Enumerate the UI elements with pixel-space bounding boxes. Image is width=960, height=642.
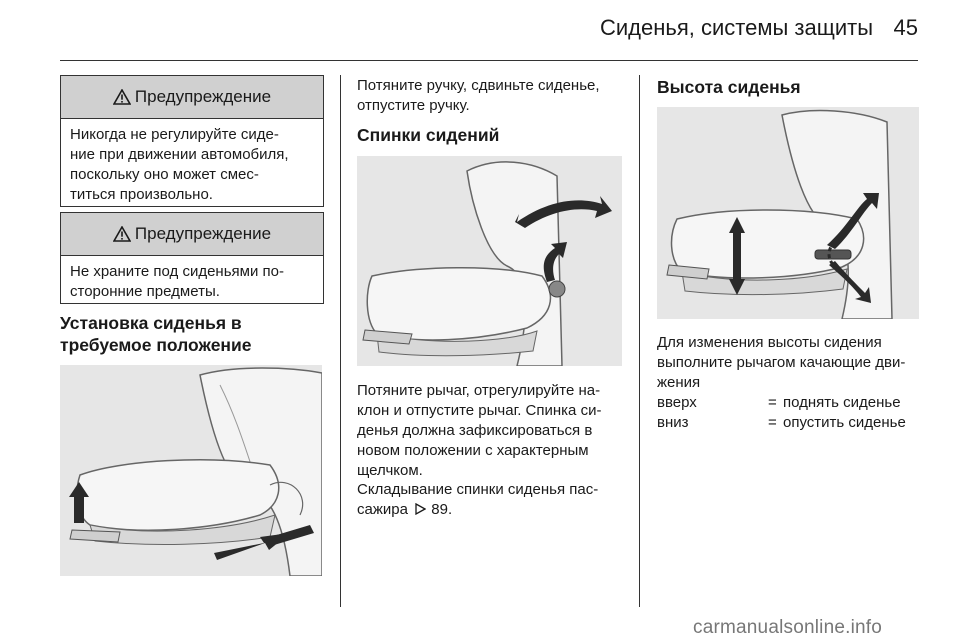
text-line: ние при движении автомобиля, bbox=[70, 146, 289, 163]
text-line: сторонние предметы. bbox=[70, 283, 220, 300]
table-term: вверх bbox=[657, 394, 697, 411]
page-header bbox=[60, 0, 918, 60]
table-description: опустить сиденье bbox=[783, 414, 906, 431]
text-line: денья должна зафиксироваться в bbox=[357, 422, 593, 439]
height-actions-table bbox=[657, 393, 919, 433]
section-heading-adjust bbox=[60, 312, 251, 356]
text-line: выполните рычагом качающие дви- bbox=[657, 354, 906, 371]
section-heading-backrest: Спинки сидений bbox=[357, 125, 500, 145]
page-reference-link[interactable]: 89. bbox=[431, 501, 453, 518]
warning-box-1 bbox=[60, 75, 324, 207]
warning-triangle-icon bbox=[113, 89, 131, 105]
text-line: Потяните ручку, сдвиньте сиденье, bbox=[357, 77, 600, 94]
header-divider bbox=[60, 60, 918, 61]
table-description: поднять сиденье bbox=[783, 394, 901, 411]
warning-triangle-icon bbox=[113, 226, 131, 242]
text-line: Складывание спинки сиденья пас- bbox=[357, 481, 599, 498]
warning-header-2 bbox=[61, 213, 323, 256]
folding-reference bbox=[357, 480, 598, 520]
warning-text-2 bbox=[61, 256, 323, 310]
column-divider-1 bbox=[340, 75, 341, 607]
table-row bbox=[657, 393, 919, 413]
text-line: Не храните под сиденьями по- bbox=[70, 263, 284, 280]
warning-box-2 bbox=[60, 212, 324, 304]
height-instructions bbox=[657, 333, 905, 393]
text-line: Потяните рычаг, отрегулируйте на- bbox=[357, 382, 601, 399]
reference-text: сажира bbox=[357, 501, 408, 518]
arrow-reference-icon bbox=[415, 503, 426, 515]
text-line: отпустите ручку. bbox=[357, 97, 470, 114]
intro-paragraph bbox=[357, 76, 600, 116]
text-line bbox=[357, 500, 598, 520]
section-heading-height: Высота сиденья bbox=[657, 77, 801, 97]
text-line: жения bbox=[657, 374, 701, 391]
text-line: новом положении с характерным bbox=[357, 442, 589, 459]
table-separator: = bbox=[768, 414, 777, 431]
warning-text-1 bbox=[61, 119, 323, 213]
text-line: титься произвольно. bbox=[70, 186, 213, 203]
header-title: Сиденья, системы защиты bbox=[600, 15, 874, 40]
text-line: клон и отпустите рычаг. Спинка си- bbox=[357, 402, 602, 419]
heading-line: требуемое положение bbox=[60, 335, 252, 355]
table-term: вниз bbox=[657, 414, 689, 431]
seat-backrest-illustration bbox=[357, 156, 622, 366]
text-line: поскольку оно может смес- bbox=[70, 166, 259, 183]
warning-header-1 bbox=[61, 76, 323, 119]
seat-longitudinal-illustration bbox=[60, 365, 322, 576]
warning-title-1: Предупреждение bbox=[134, 87, 272, 106]
table-row bbox=[657, 413, 919, 433]
table-separator: = bbox=[768, 394, 777, 411]
text-line: Для изменения высоты сидения bbox=[657, 334, 882, 351]
seat-height-illustration bbox=[657, 107, 919, 319]
heading-line: Установка сиденья в bbox=[60, 313, 242, 333]
text-line: Никогда не регулируйте сиде- bbox=[70, 126, 279, 143]
warning-title-2: Предупреждение bbox=[134, 224, 272, 243]
backrest-instructions bbox=[357, 381, 601, 481]
page-number: 45 bbox=[893, 15, 918, 40]
text-line: щелчком. bbox=[357, 462, 423, 479]
watermark: carmanualsonline.info bbox=[693, 617, 883, 638]
column-divider-2 bbox=[639, 75, 640, 607]
